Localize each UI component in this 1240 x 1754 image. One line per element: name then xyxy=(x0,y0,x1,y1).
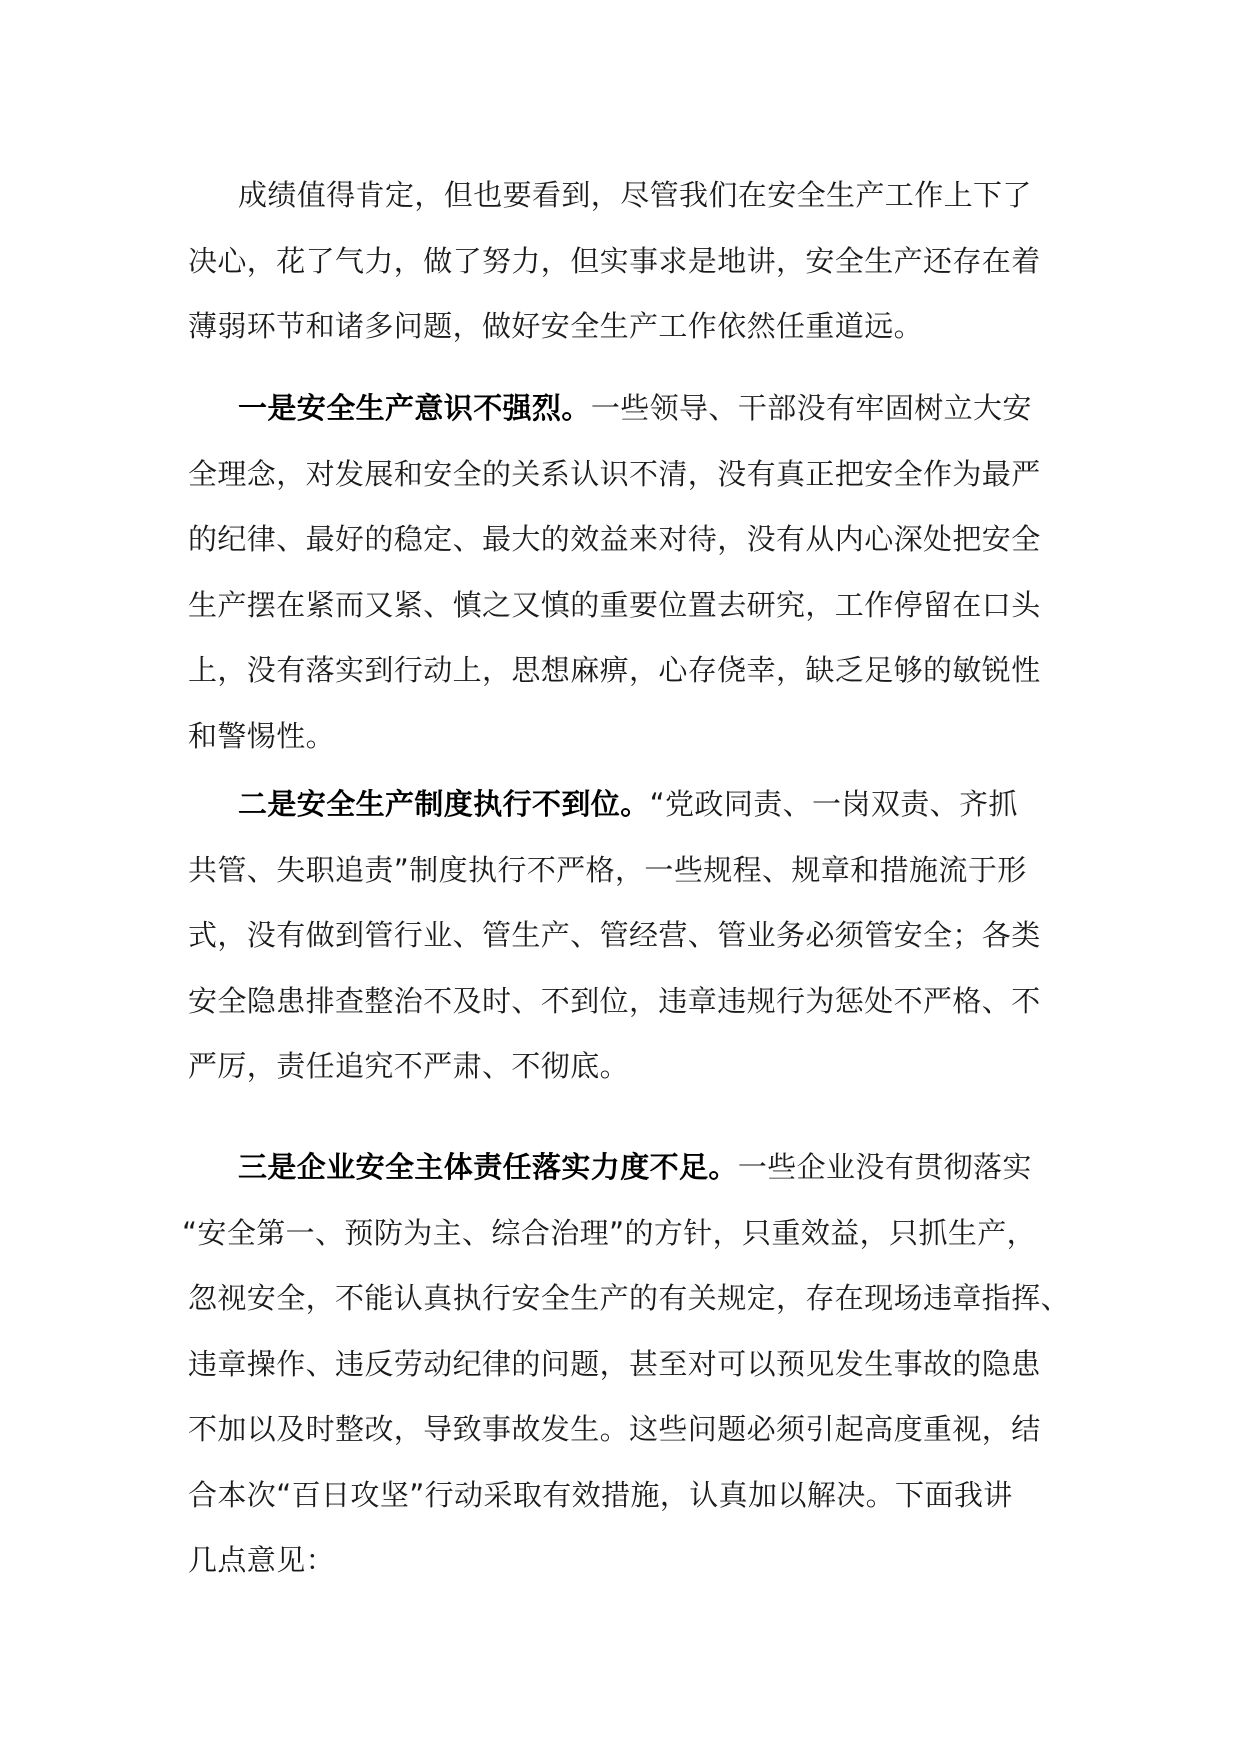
text-line: 上，没有落实到行动上，思想麻痹，心存侥幸，缺乏足够的敏锐性 xyxy=(188,653,1041,687)
text-line: 安全隐患排查整治不及时、不到位，违章违规行为惩处不严格、不 xyxy=(188,983,1041,1018)
text-line: 严厉，责任追究不严肃、不彻底。 xyxy=(188,1049,630,1083)
text-line: 共管、失职追责”制度执行不严格，一些规程、规章和措施流于形 xyxy=(188,852,1027,887)
paragraph-text: “党政同责、一岗双责、齐抓 xyxy=(649,787,1018,821)
text-line: 忽视安全，不能认真执行安全生产的有关规定，存在现场违章指挥、 xyxy=(188,1281,1071,1315)
text-line: 违章操作、违反劳动纪律的问题，甚至对可以预见发生事故的隐患 xyxy=(188,1346,1041,1381)
paragraph-lead: 三是企业安全主体责任落实力度不足。 xyxy=(238,1150,738,1184)
text-line: 成绩值得肯定，但也要看到，尽管我们在安全生产工作上下了 xyxy=(238,178,1032,212)
text-line: 全理念，对发展和安全的关系认识不清，没有真正把安全作为最严 xyxy=(188,456,1041,491)
paragraph-text: 一些企业没有贯彻落实 xyxy=(737,1150,1032,1184)
text-line xyxy=(188,1135,1068,1201)
paragraph-lead: 一是安全生产意识不强烈。 xyxy=(238,391,591,425)
text-line: 生产摆在紧而又紧、慎之又慎的重要位置去研究，工作停留在口头 xyxy=(188,587,1041,622)
text-line: 决心，花了气力，做了努力，但实事求是地讲，安全生产还存在着 xyxy=(188,243,1041,278)
text-line: 合本次“百日攻坚”行动采取有效措施，认真加以解决。下面我讲 xyxy=(188,1477,1013,1512)
text-line xyxy=(188,772,1068,838)
text-line: 几点意见： xyxy=(188,1543,336,1577)
paragraph-achievements xyxy=(188,163,1068,360)
text-line: 和警惕性。 xyxy=(188,718,336,753)
paragraph-lead: 二是安全生产制度执行不到位。 xyxy=(238,787,650,821)
text-line: 的纪律、最好的稳定、最大的效益来对待，没有从内心深处把安全 xyxy=(188,522,1041,556)
paragraph-text: 一些领导、干部没有牢固树立大安 xyxy=(590,391,1032,425)
paragraph-enterprise-responsibility xyxy=(182,1135,1071,1594)
text-line xyxy=(188,376,1068,442)
text-line: “安全第一、预防为主、综合治理”的方针，只重效益，只抓生产， xyxy=(182,1215,1037,1250)
text-line: 式，没有做到管行业、管生产、管经营、管业务必须管安全；各类 xyxy=(188,918,1041,952)
paragraph-system-execution xyxy=(188,772,1068,1100)
text-line: 不加以及时整改，导致事故发生。这些问题必须引起高度重视，结 xyxy=(188,1412,1041,1446)
text-line: 薄弱环节和诸多问题，做好安全生产工作依然任重道远。 xyxy=(188,309,924,343)
paragraph-awareness xyxy=(188,376,1068,769)
